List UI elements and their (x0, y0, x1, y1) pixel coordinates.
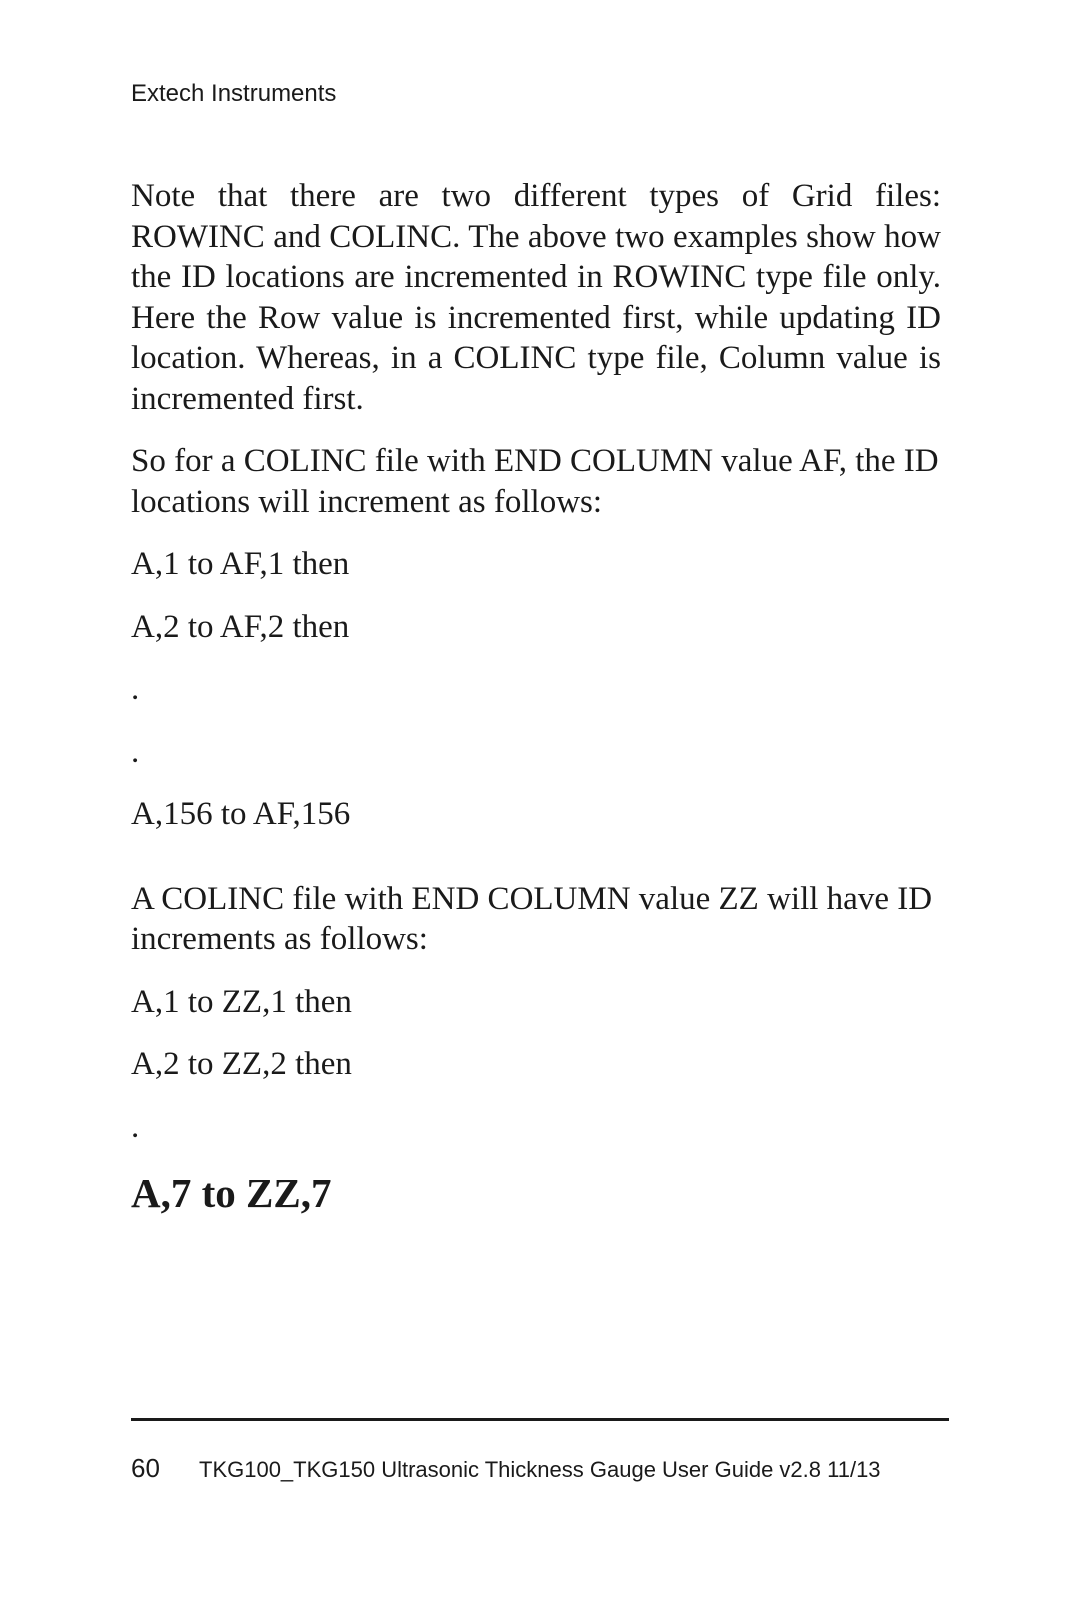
page-footer (131, 1453, 881, 1484)
af-increment-line: A,1 to AF,1 then (131, 546, 350, 582)
page-body (131, 176, 941, 1239)
paragraph-colinc-af-intro: So for a COLINC file with END COLUMN value AF, the ID locations will increment as follows: (131, 443, 939, 520)
af-increment-line: A,2 to AF,2 then (131, 608, 350, 645)
zz-increment-line: A,2 to ZZ,2 then (131, 1046, 352, 1082)
ellipsis-dot: . (131, 1108, 140, 1145)
page-number: 60 (131, 1453, 160, 1483)
ellipsis-dot: . (131, 671, 140, 707)
ellipsis-dot: . (131, 733, 140, 770)
af-increment-line: A,156 to AF,156 (131, 796, 351, 832)
running-header: Extech Instruments (131, 80, 337, 107)
footer-divider (131, 1418, 949, 1421)
paragraph-grid-file-types: Note that there are two different types of Grid files: ROWINC and COLINC. The above two examples show how the ID locations are incremented in ROWINC type file only. Here the Row value is incremented first, while updating ID location. Whereas, in a COLINC type file, Column value is incremented first. (131, 178, 941, 417)
footer-document-title: TKG100_TKG150 Ultrasonic Thickness Gauge User Guide v2.8 11/13 (199, 1457, 881, 1482)
paragraph-colinc-zz-intro: A COLINC file with END COLUMN value ZZ will have ID increments as follows: (131, 880, 933, 957)
zz-final-line: A,7 to ZZ,7 (131, 1170, 332, 1216)
zz-increment-line: A,1 to ZZ,1 then (131, 983, 352, 1020)
